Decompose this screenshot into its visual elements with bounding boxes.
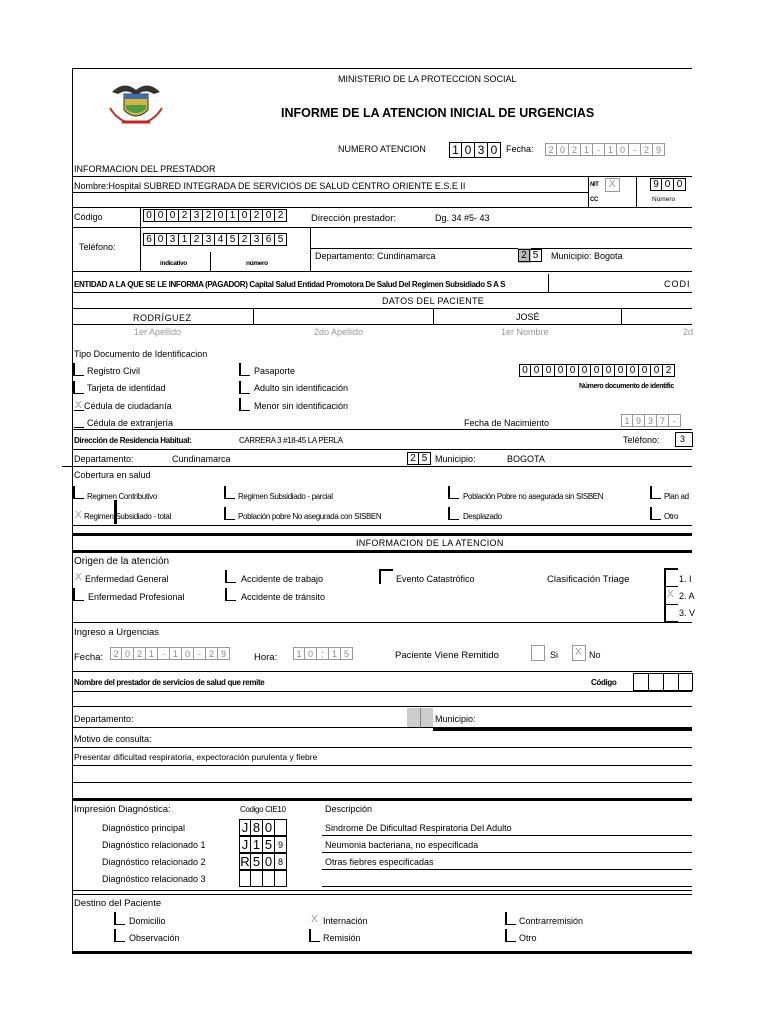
- subsidiado-parcial-label: Regimen Subsidiado - parcial: [238, 492, 333, 501]
- departamento-paciente-label: Departamento:: [74, 454, 134, 464]
- destino-label: Destino del Paciente: [74, 898, 162, 909]
- nit-digit-cell: 0: [674, 178, 686, 191]
- nombre1-label: 1er Nombre: [501, 327, 549, 337]
- accidente-transito-label: Accidente de tránsito: [241, 592, 326, 602]
- triage-3: 3. V: [679, 608, 696, 618]
- cie10-code-cells[interactable]: [239, 870, 287, 887]
- cie10-cell: J: [239, 836, 251, 853]
- municipio-paciente: BOGOTA: [507, 454, 545, 464]
- contrarremision-label: Contrarremisión: [519, 916, 584, 926]
- depto-paciente-cell: 5: [419, 452, 431, 465]
- fecha-nac-cell: 9: [633, 414, 645, 427]
- remision-label: Remisión: [323, 933, 361, 943]
- numero-atencion-cell: 0: [462, 142, 475, 158]
- telefono-cell: 2: [191, 233, 203, 246]
- apellido2-label: 2do Apellido: [314, 327, 364, 337]
- telefono-paciente: 3: [680, 434, 686, 444]
- fecha-nac-cell: 3: [645, 414, 657, 427]
- otro-destino-label: Otro: [519, 933, 537, 943]
- depto-cell: 2: [518, 249, 530, 262]
- evento-catastrofico-label: Evento Catastrófico: [396, 574, 475, 584]
- hora-cell: 1: [293, 647, 305, 660]
- fecha-cell: 1: [581, 143, 593, 156]
- cie10-label: Codigo CIE10: [240, 805, 286, 814]
- codigo-cell: 2: [251, 209, 263, 222]
- enfermedad-general-label: Enfermedad General: [85, 574, 169, 584]
- fecha-cell: 0: [557, 143, 569, 156]
- motivo-consulta: Presentar dificultad respiratoria, expectoración purulenta y fiebre: [74, 752, 318, 762]
- numero-atencion-label: NUMERO ATENCION: [338, 144, 426, 154]
- telefono-label: Teléfono:: [79, 242, 116, 252]
- origen-mark: X: [75, 572, 82, 583]
- codigo-cell: 0: [239, 209, 251, 222]
- fecha-ingreso-cell: 2: [134, 647, 146, 660]
- desplazado-label: Desplazado: [463, 512, 502, 521]
- diagnostico-descripcion: Sindrome De Dificultad Respiratoria Del Adulto: [325, 823, 512, 833]
- nit-digit-cell: 9: [650, 178, 662, 191]
- hora-cell: 1: [329, 647, 341, 660]
- doc-number-cell: 0: [555, 364, 567, 377]
- subsidiado-total-label: Regimen Subsidiado - total: [84, 512, 171, 521]
- codigo-cell: 2: [275, 209, 287, 222]
- doc-number-cell: 0: [615, 364, 627, 377]
- municipio-paciente-label: Municipio:: [435, 454, 476, 464]
- numero-label: Número: [652, 196, 676, 203]
- doc-number-cell: 0: [627, 364, 639, 377]
- origen-label: Origen de la atención: [74, 556, 170, 567]
- apellido1-label: 1er Apellido: [134, 327, 182, 337]
- telefono-paciente-label: Teléfono:: [623, 435, 660, 445]
- codigo-label: Código: [74, 212, 103, 222]
- entidad-pagador: ENTIDAD A LA QUE SE LE INFORMA (PAGADOR) Capital Salud Entidad Promotora De Salud Del Regimen Subsidiado S A S: [74, 280, 506, 289]
- domicilio-label: Domicilio: [129, 916, 166, 926]
- telefono-cell: 4: [215, 233, 227, 246]
- fecha-ingreso-cell: -: [158, 647, 170, 660]
- direccion-prestador-label: Dirección prestador:: [311, 213, 397, 224]
- cie10-cell: [251, 870, 263, 887]
- municipio-remite-label: Municipio:: [435, 714, 476, 724]
- tarjeta-identidad-checkbox[interactable]: [73, 381, 84, 394]
- nit-digit-cells[interactable]: [650, 178, 686, 191]
- numero-tel-label: número: [246, 260, 268, 267]
- diagnostico-descripcion: Otras fiebres especificadas: [325, 857, 434, 867]
- telefono-cell: 6: [143, 233, 155, 246]
- fecha-cell: 0: [617, 143, 629, 156]
- registro-civil-checkbox[interactable]: [73, 363, 84, 376]
- fecha-ingreso-cell: -: [194, 647, 206, 660]
- diagnostico-label: Diagnóstico relacionado 1: [102, 840, 206, 850]
- fecha-label: Fecha:: [506, 144, 534, 154]
- enfermedad-profesional-checkbox[interactable]: [73, 588, 84, 601]
- codigo-cell: 2: [179, 209, 191, 222]
- contrarremision-checkbox[interactable]: [505, 912, 516, 925]
- remitido-label: Paciente Viene Remitido: [395, 650, 499, 661]
- cie10-cell: 0: [263, 853, 275, 870]
- doc-number-cell: 0: [579, 364, 591, 377]
- pobre-sin-sisben-label: Población Pobre no asegurada sin SISBEN: [463, 492, 604, 501]
- hora-cells[interactable]: [293, 647, 353, 660]
- doc-number-cell: 0: [591, 364, 603, 377]
- fecha-nac-cell: 7: [657, 414, 669, 427]
- remitido-no-label: No: [589, 650, 601, 660]
- evento-catastrofico-checkbox[interactable]: [379, 569, 393, 584]
- fecha-ingreso-cell: 2: [206, 647, 218, 660]
- triage-2: 2. A: [679, 591, 695, 601]
- telefono-cells[interactable]: [143, 233, 287, 246]
- cedula-extranjeria-label: Cédula de extranjería: [87, 418, 174, 428]
- cie10-cell: 0: [263, 819, 275, 836]
- direccion-prestador: Dg. 34 #5- 43: [435, 213, 490, 223]
- prestador-section-label: INFORMACION DEL PRESTADOR: [74, 164, 216, 174]
- cie10-cell: 5: [263, 836, 275, 853]
- adulto-sin-id-label: Adulto sin identificación: [254, 383, 349, 393]
- telefono-cell: 3: [203, 233, 215, 246]
- codigo-prestador-cells[interactable]: [143, 209, 287, 222]
- ingreso-fecha-label: Fecha:: [74, 652, 104, 663]
- codigo-cell: 0: [167, 209, 179, 222]
- telefono-cell: 6: [263, 233, 275, 246]
- hora-label: Hora:: [254, 652, 278, 663]
- telefono-cell: 1: [179, 233, 191, 246]
- ministry-name: MINISTERIO DE LA PROTECCION SOCIAL: [338, 74, 517, 84]
- internacion-mark: X: [311, 914, 318, 925]
- pasaporte-checkbox[interactable]: [239, 363, 250, 376]
- diagnostico-label: Diagnóstico relacionado 3: [102, 874, 206, 884]
- fecha-cell: 1: [605, 143, 617, 156]
- menor-sin-id-checkbox[interactable]: [239, 398, 250, 411]
- cedula-ciudadania-label: Cédula de ciudadanía: [84, 401, 172, 411]
- cie10-cell: [263, 870, 275, 887]
- plan-adicional-checkbox[interactable]: [650, 486, 661, 499]
- telefono-cell: 3: [251, 233, 263, 246]
- pobre-con-sisben-checkbox[interactable]: [224, 507, 235, 520]
- cie10-cell: J: [239, 819, 251, 836]
- registro-civil-label: Registro Civil: [87, 366, 141, 376]
- nit-label: NIT: [590, 182, 599, 188]
- codigo-cell: 3: [191, 209, 203, 222]
- doc-number-cell: 0: [651, 364, 663, 377]
- diagnostico-label: Diagnóstico principal: [102, 823, 186, 833]
- fecha-ingreso-cells[interactable]: [110, 647, 230, 660]
- direccion-residencia: CARRERA 3 #18-45 LA PERLA: [239, 436, 343, 445]
- cie10-cell: [239, 870, 251, 887]
- doc-number-cell: 0: [603, 364, 615, 377]
- telefono-cell: 5: [275, 233, 287, 246]
- doc-number-cell: 0: [639, 364, 651, 377]
- cie10-cell: 9: [275, 836, 287, 853]
- tipo-documento-label: Tipo Documento de Identificacion: [74, 349, 208, 359]
- triage-label: Clasificación Triage: [547, 574, 630, 585]
- fecha-ingreso-cell: 1: [170, 647, 182, 660]
- accidente-trabajo-label: Accidente de trabajo: [241, 574, 324, 584]
- datos-paciente-title: DATOS DEL PACIENTE: [382, 296, 485, 306]
- numero-documento-label: Número documento de identific: [579, 383, 674, 390]
- menor-sin-id-label: Menor sin identificación: [254, 401, 349, 411]
- pobre-con-sisben-label: Población pobre No asegurada con SISBEN: [238, 512, 382, 521]
- contributivo-label: Regimen Contributivo: [87, 492, 157, 501]
- doc-number-cell: 0: [543, 364, 555, 377]
- impresion-diagnostica-label: Impresión Diagnóstica:: [74, 804, 171, 815]
- remitido-si-label: Si: [550, 650, 559, 660]
- remitido-mark: X: [575, 647, 582, 658]
- cie10-code-cells[interactable]: [239, 836, 287, 853]
- doc-number-cell: 2: [663, 364, 675, 377]
- telefono-cell: 0: [155, 233, 167, 246]
- triage-1: 1. I: [679, 574, 692, 584]
- fecha-cell: 2: [545, 143, 557, 156]
- desplazado-checkbox[interactable]: [448, 507, 459, 520]
- cc-label: CC: [590, 197, 598, 203]
- accidente-trabajo-checkbox[interactable]: [225, 570, 236, 583]
- accidente-transito-checkbox[interactable]: [225, 588, 236, 601]
- departamento-paciente: Cundinamarca: [172, 454, 231, 464]
- nit-digit-cell: 0: [662, 178, 674, 191]
- pobre-sin-sisben-checkbox[interactable]: [448, 486, 459, 499]
- domicilio-checkbox[interactable]: [114, 912, 125, 925]
- doc-number-cell: 0: [567, 364, 579, 377]
- coat-of-arms-logo: [104, 78, 168, 128]
- nombre2-label: 2d: [683, 327, 694, 337]
- fecha-cell: 9: [653, 143, 665, 156]
- hora-cell: :: [317, 647, 329, 660]
- prestador-nombre: Nombre:Hospital SUBRED INTEGRADA DE SERVICIOS DE SALUD CENTRO ORIENTE E.S.E II: [74, 181, 466, 191]
- indicativo-label: indicativo: [160, 260, 187, 267]
- descripcion-label: Descripción: [325, 804, 373, 814]
- codigo-cell: 1: [227, 209, 239, 222]
- plan-adicional-label: Plan ad: [664, 492, 689, 501]
- departamento-remite-label: Departamento:: [74, 714, 134, 724]
- fecha-nac-cell: -: [669, 414, 681, 427]
- codigo-cell: 0: [143, 209, 155, 222]
- depto-paciente-cells[interactable]: [407, 452, 431, 465]
- depto-code-cells[interactable]: [518, 249, 542, 262]
- otro-destino-checkbox[interactable]: [505, 929, 516, 942]
- fecha-ingreso-cell: 0: [182, 647, 194, 660]
- observacion-checkbox[interactable]: [114, 929, 125, 942]
- doc-number-cell: 0: [519, 364, 531, 377]
- informacion-atencion-title: INFORMACION DE LA ATENCION: [356, 538, 504, 548]
- telefono-cell: 3: [167, 233, 179, 246]
- pasaporte-label: Pasaporte: [254, 366, 296, 376]
- fecha-nac-cell: 1: [621, 414, 633, 427]
- cie10-cell: 8: [251, 819, 263, 836]
- fecha-cell: -: [629, 143, 641, 156]
- fecha-cell: -: [593, 143, 605, 156]
- codigo-cell: 0: [263, 209, 275, 222]
- numero-atencion-cell: 1: [449, 142, 462, 158]
- cedula-mark: X: [75, 400, 82, 411]
- depto-paciente-cell: 2: [407, 452, 419, 465]
- fecha-nacimiento-label: Fecha de Nacimiento: [464, 418, 550, 428]
- cie10-cell: 8: [275, 853, 287, 870]
- codigo-remite-label: Código: [591, 678, 617, 687]
- codigo-cell: 0: [155, 209, 167, 222]
- cie10-cell: R: [240, 854, 250, 869]
- contributivo-checkbox[interactable]: [73, 486, 84, 499]
- numero-documento-cells[interactable]: [519, 364, 675, 377]
- adulto-sin-id-checkbox[interactable]: [239, 381, 250, 394]
- remitido-si-checkbox[interactable]: [531, 645, 545, 661]
- fecha-cell: 2: [569, 143, 581, 156]
- ingreso-urgencias-label: Ingreso a Urgencias: [74, 627, 160, 638]
- triage-mark: X: [667, 589, 674, 600]
- doc-number-cell: 0: [531, 364, 543, 377]
- codigo-cell: 0: [215, 209, 227, 222]
- otro-cobertura-label: Otro: [664, 512, 679, 521]
- internacion-label: Internación: [323, 916, 368, 926]
- hora-cell: 0: [305, 647, 317, 660]
- direccion-residencia-label: Dirección de Residencia Habitual:: [74, 436, 192, 445]
- diagnostico-label: Diagnóstico relacionado 2: [102, 857, 206, 867]
- depto-cell: 5: [530, 249, 542, 262]
- fecha-ingreso-cell: 9: [218, 647, 230, 660]
- cobertura-label: Cobertura en salud: [74, 470, 151, 480]
- numero-atencion-cell: 3: [475, 142, 488, 158]
- enfermedad-profesional-label: Enfermedad Profesional: [88, 592, 185, 602]
- departamento-prestador: Departamento: Cundinamarca: [315, 251, 436, 261]
- telefono-cell: 5: [227, 233, 239, 246]
- codigo-cell: 2: [203, 209, 215, 222]
- observacion-label: Observación: [129, 933, 180, 943]
- fecha-nacimiento-cells[interactable]: [621, 414, 681, 427]
- cie10-cell: 5: [251, 853, 263, 870]
- telefono-cell: 2: [239, 233, 251, 246]
- cie10-code-cells[interactable]: [239, 819, 287, 836]
- fecha-ingreso-cell: 0: [122, 647, 134, 660]
- cie10-cell: 1: [251, 836, 263, 853]
- tarjeta-identidad-label: Tarjeta de identidad: [87, 383, 166, 393]
- prestador-remite-label: Nombre del prestador de servicios de salud que remite: [74, 678, 265, 687]
- numero-atencion-cell: 0: [488, 142, 501, 158]
- municipio-prestador: Municipio: Bogota: [551, 251, 623, 261]
- cie10-cell: [275, 870, 287, 887]
- remision-checkbox[interactable]: [309, 929, 320, 942]
- motivo-consulta-label: Motivo de consulta:: [74, 734, 152, 744]
- fecha-ingreso-cell: 1: [146, 647, 158, 660]
- nit-mark: X: [609, 179, 616, 190]
- diagnostico-descripcion: Neumonia bacteriana, no especificada: [325, 840, 479, 850]
- cedula-extranjeria-checkbox[interactable]: [73, 415, 84, 428]
- fecha-cell: 2: [641, 143, 653, 156]
- cie10-cell: [275, 819, 287, 836]
- cobertura-mark: X: [75, 510, 82, 521]
- form-title: INFORME DE LA ATENCION INICIAL DE URGENCIAS: [281, 106, 595, 120]
- codigo-right: CODI: [664, 279, 691, 289]
- hora-cell: 5: [341, 647, 353, 660]
- subsidiado-parcial-checkbox[interactable]: [224, 486, 235, 499]
- primer-nombre: JOSÉ: [516, 312, 540, 322]
- primer-apellido: RODRÍGUEZ: [133, 313, 192, 323]
- cie10-code-cells[interactable]: [239, 853, 287, 870]
- fecha-ingreso-cell: 2: [110, 647, 122, 660]
- otro-cobertura-checkbox[interactable]: [650, 507, 661, 520]
- fecha-cells[interactable]: [545, 143, 665, 156]
- numero-atencion-cells[interactable]: [449, 142, 501, 158]
